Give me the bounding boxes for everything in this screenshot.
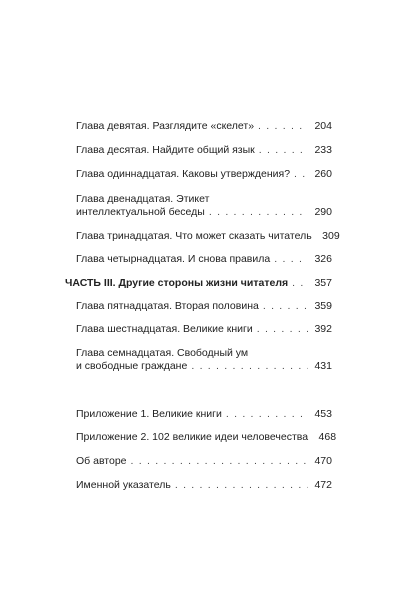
toc-entry-page: 233 [314,144,332,156]
dot-leader [131,455,309,468]
dot-leader [259,144,308,157]
toc-entry-page: 359 [314,300,332,312]
toc-entry-page: 468 [318,431,337,443]
toc-entry-page: 453 [314,408,332,420]
toc-entry-page: 204 [314,120,332,132]
toc-part-title: ЧАСТЬ III. Другие стороны жизни читателя [65,277,289,289]
dot-leader [294,168,308,181]
toc-entry-chapter-14[interactable] [76,253,332,266]
toc-entry-page: 357 [314,277,332,289]
toc-entry-chapter-13[interactable] [76,230,340,243]
toc-entry-about-author[interactable] [76,455,332,468]
dot-leader [263,300,308,313]
toc-entry-chapter-10[interactable] [76,144,332,157]
toc-entry-title-continued: интеллектуальной беседы [76,206,205,218]
toc-entry-title: Глава девятая. Разглядите «скелет» [76,120,255,132]
toc-entry-chapter-16[interactable] [76,323,332,336]
toc-entry-appendix-1[interactable] [76,408,332,421]
dot-leader [175,479,308,492]
toc-entry-chapter-15[interactable] [76,300,332,313]
dot-leader [257,323,308,336]
toc-entry-page: 309 [322,230,340,242]
toc-entry-title: Глава пятнадцатая. Вторая половина [76,300,259,312]
toc-entry-title: Глава четырнадцатая. И снова правила [76,253,271,265]
toc-entry-chapter-11[interactable] [76,168,332,181]
toc-entry-page: 392 [314,323,332,335]
dot-leader [292,277,308,290]
toc-entry-title: Глава семнадцатая. Свободный ум [76,347,249,359]
toc-entry-page: 472 [314,479,332,491]
toc-entry-title: Приложение 2. 102 великие идеи человечества [76,431,309,443]
toc-entry-chapter-17[interactable] [76,347,332,373]
toc-entry-title: Глава двенадцатая. Этикет [76,193,210,205]
toc-entry-page: 431 [314,360,332,372]
toc-entry-title: Глава десятая. Найдите общий язык [76,144,255,156]
toc-entry-chapter-12[interactable] [76,193,332,219]
dot-leader [226,408,308,421]
toc-entry-part-3[interactable] [65,277,332,290]
dot-leader [209,206,308,219]
toc-entry-title-continued: и свободные граждане [76,360,188,372]
toc-entry-chapter-9[interactable] [76,120,332,133]
toc-entry-title: Глава одиннадцатая. Каковы утверждения? [76,168,291,180]
toc-entry-page: 260 [314,168,332,180]
toc-entry-page: 290 [314,206,332,218]
dot-leader [274,253,308,266]
toc-entry-title: Об авторе [76,455,127,467]
toc-entry-title: Глава шестнадцатая. Великие книги [76,323,253,335]
toc-entry-page: 470 [314,455,332,467]
toc-entry-page: 326 [314,253,332,265]
toc-entry-appendix-2[interactable] [76,431,337,444]
toc-entry-title: Глава тринадцатая. Что может сказать читатель [76,230,312,242]
dot-leader [258,120,308,133]
toc-entry-name-index[interactable] [76,479,332,492]
toc-entry-title: Именной указатель [76,479,171,491]
dot-leader [191,360,308,373]
toc-entry-title: Приложение 1. Великие книги [76,408,222,420]
